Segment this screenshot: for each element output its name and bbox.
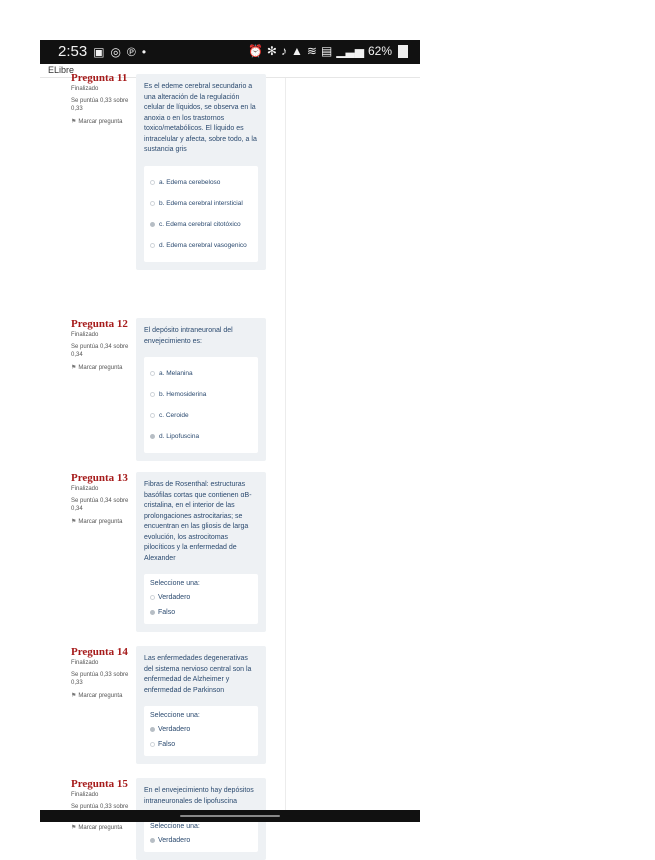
flag-question-link[interactable] [71, 824, 135, 831]
answer-option-label: Verdadero [158, 726, 191, 733]
answer-option-label: c. Edema cerebral citotóxico [159, 220, 241, 228]
answer-options [144, 817, 258, 852]
home-gesture-handle[interactable] [180, 815, 280, 817]
answer-option[interactable] [150, 235, 252, 256]
select-one-prompt: Seleccione una: [150, 823, 200, 830]
flag-icon: ⚑ [71, 519, 77, 525]
answer-option-true[interactable] [150, 833, 252, 848]
status-right [248, 44, 408, 58]
flag-question-label: Marcar pregunta [78, 518, 123, 525]
answer-option-label: Falso [158, 609, 176, 616]
radio-button[interactable] [150, 742, 155, 747]
question-card [136, 318, 266, 461]
radio-button-selected[interactable] [150, 610, 155, 615]
question-number: Pregunta 11 [71, 72, 128, 84]
question-number: Pregunta 12 [71, 318, 128, 330]
data-icon: ▤ [320, 44, 333, 58]
flag-question-link[interactable] [71, 518, 135, 525]
radio-button[interactable] [150, 392, 155, 397]
answer-option-label: Falso [158, 741, 176, 748]
answer-option-true[interactable] [150, 590, 252, 605]
radio-button[interactable] [150, 180, 155, 185]
answer-option[interactable] [150, 405, 252, 426]
radio-button[interactable] [150, 595, 155, 600]
question-state: Finalizado [71, 332, 99, 338]
radio-button[interactable] [150, 413, 155, 418]
question-number: Pregunta 13 [71, 472, 128, 484]
status-bar [40, 40, 420, 64]
gallery-icon: ▣ [93, 44, 105, 59]
question-score: Se puntúa 0,34 sobre 0,34 [71, 498, 129, 512]
answer-option-label: b. Edema cerebral intersticial [159, 199, 243, 207]
radio-button-selected[interactable] [150, 727, 155, 732]
flag-question-label: Marcar pregunta [78, 364, 123, 371]
signal-icon: ▁▃▅ [336, 44, 364, 58]
flag-question-label: Marcar pregunta [78, 824, 123, 831]
question-score: Se puntúa 0,33 sobre 0,33 [71, 98, 129, 112]
question-score: Se puntúa 0,34 sobre 0,34 [71, 344, 129, 358]
question-text: Fibras de Rosenthal: estructuras basófilas cortas que contienen αB-cristalina, en el interior de las prolongaciones astrocitarias; se encuentran en las gliosis de larga evolución, los astrocitomas pilocíticos y la enfermedad de Alexander [144, 481, 252, 562]
answer-option[interactable] [150, 426, 252, 447]
question-card [136, 472, 266, 632]
question-text: Las enfermedades degenerativas del sistema nervioso central son la enfermedad de Alzheimer y enfermedad de Parkinson [144, 655, 252, 694]
answer-option[interactable] [150, 214, 252, 235]
question-info [71, 318, 135, 371]
question-info [71, 72, 135, 125]
battery-percent: 62% [367, 44, 392, 58]
question-state: Finalizado [71, 486, 99, 492]
answer-options [144, 706, 258, 756]
right-panel-divider [285, 78, 286, 810]
flag-icon: ⚑ [71, 365, 77, 371]
answer-option-false[interactable] [150, 605, 252, 620]
answer-option-false[interactable] [150, 737, 252, 752]
flag-question-link[interactable] [71, 364, 135, 371]
question-text: En el envejecimiento hay depósitos intraneuronales de lipofuscina [144, 787, 254, 805]
battery-icon [398, 45, 408, 58]
answer-option[interactable] [150, 172, 252, 193]
notification-dot: • [141, 44, 147, 59]
flag-icon: ⚑ [71, 825, 77, 831]
question-info [71, 646, 135, 699]
answer-options [144, 574, 258, 624]
answer-option-label: a. Edema cerebeloso [159, 178, 221, 186]
status-time: 2:53 [58, 43, 88, 60]
question-state: Finalizado [71, 660, 99, 666]
radio-button-selected[interactable] [150, 434, 155, 439]
select-one-prompt: Seleccione una: [150, 580, 200, 587]
question-state: Finalizado [71, 792, 99, 798]
answer-option-label: d. Lipofuscina [159, 433, 200, 440]
answer-option[interactable] [150, 193, 252, 214]
pinterest-icon: ℗ [127, 44, 136, 59]
radio-button[interactable] [150, 201, 155, 206]
question-card [136, 74, 266, 270]
answer-option[interactable] [150, 384, 252, 405]
flag-question-link[interactable] [71, 692, 135, 699]
flag-icon: ⚑ [71, 693, 77, 699]
radio-button-selected[interactable] [150, 838, 155, 843]
answer-option-label: a. Melanina [159, 370, 193, 377]
question-text: El depósito intraneuronal del envejecimiento es: [144, 327, 233, 345]
question-info [71, 778, 135, 831]
whatsapp-icon: ◎ [110, 44, 122, 59]
alarm-icon: ⏰ [247, 44, 263, 58]
radio-button[interactable] [150, 371, 155, 376]
question-number: Pregunta 14 [71, 646, 128, 658]
status-left [58, 43, 146, 60]
radio-button[interactable] [150, 243, 155, 248]
answer-option-true[interactable] [150, 722, 252, 737]
quiz-content[interactable] [40, 72, 420, 844]
answer-options [144, 166, 258, 262]
navigation-bar [40, 810, 420, 822]
answer-option-label: Verdadero [158, 837, 191, 844]
flag-question-label: Marcar pregunta [78, 118, 123, 125]
question-state: Finalizado [71, 86, 99, 92]
bluetooth-icon: ✻ [266, 44, 277, 58]
answer-option-label: b. Hemosiderina [159, 391, 207, 398]
question-info [71, 472, 135, 525]
question-score: Se puntúa 0,33 sobre 0,33 [71, 672, 129, 686]
select-one-prompt: Seleccione una: [150, 712, 200, 719]
flag-question-link[interactable] [71, 118, 135, 125]
flag-icon: ⚑ [71, 119, 77, 125]
phone-screen [40, 40, 420, 844]
answer-option[interactable] [150, 363, 252, 384]
question-number: Pregunta 15 [71, 778, 128, 790]
flag-question-label: Marcar pregunta [78, 692, 123, 699]
app-name: ELibre [48, 65, 75, 75]
lock-icon: ▲ [290, 44, 303, 58]
answer-options [144, 357, 258, 453]
question-text: Es el edeme cerebral secundario a una alteración de la regulación celular de líquidos, se observa en la anoxia o en los trastornos toxico/metabólicos. El líquido es intracelular y afecta, sobre todo, a la sustancia gris [144, 83, 257, 153]
radio-button-selected[interactable] [150, 222, 155, 227]
answer-option-label: d. Edema cerebral vasogenico [159, 241, 247, 249]
answer-option-label: c. Ceroide [159, 412, 189, 419]
answer-option-label: Verdadero [158, 594, 191, 601]
wifi-icon: ≋ [306, 44, 317, 58]
question-card [136, 646, 266, 764]
question-score: Se puntúa 0,33 sobre [71, 804, 129, 810]
volume-icon: ♪ [280, 44, 287, 58]
